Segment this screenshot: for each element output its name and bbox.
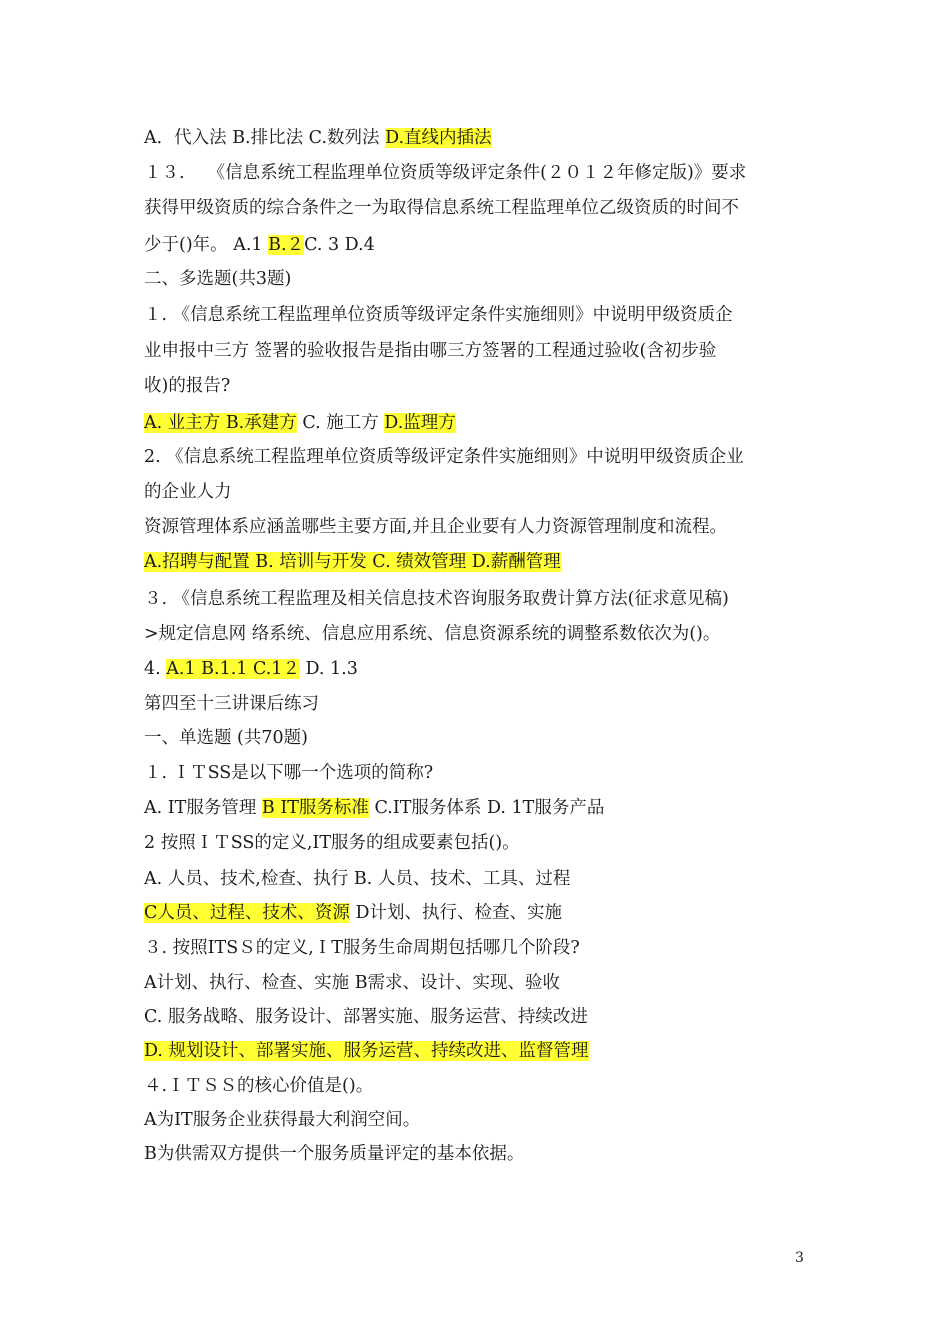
text-line [144,1141,824,1167]
text-line [144,691,824,717]
line-text: 业申报中三方 签署的验收报告是指由哪三方签署的工程通过验收(含初步验 [144,341,717,361]
line-text: A．代入法 B.排比法 C.数列法 [144,128,386,148]
text-line [144,830,824,856]
text-line [144,1073,824,1099]
line-text: 资源管理体系应涵盖哪些主要方面,并且企业要有人力资源管理制度和流程。 [144,517,728,537]
page-number: 3 [795,1250,804,1266]
text-line [144,866,824,892]
line-text: 一、单选题 (共70题) [144,728,308,748]
highlighted-answer: D.监理方 [384,413,456,433]
line-text: 收)的报告? [144,376,231,396]
line-text: A计划、执行、检查、实施 B需求、设计、实现、验收 [144,973,561,993]
text-line [144,1107,824,1133]
line-text: 2 按照ＩＴSS的定义,IT服务的组成要素包括()。 [144,833,520,853]
line-text: 少于()年。 A.1 [144,235,269,255]
text-line [144,125,824,151]
line-text: 2. 《信息系统工程监理单位资质等级评定条件实施细则》中说明甲级资质企业 [144,447,744,467]
text-line [144,232,824,258]
text-line [144,479,824,505]
text-line [144,444,824,470]
text-line [144,725,824,751]
text-line [144,935,824,961]
text-line [144,1038,824,1064]
line-text: １. ＩＴSS是以下哪一个选项的简称? [144,763,434,783]
line-text: C. 服务战略、服务设计、部署实施、服务运营、持续改进 [144,1007,588,1027]
line-text: １. 《信息系统工程监理单位资质等级评定条件实施细则》中说明甲级资质企 [144,305,733,325]
highlighted-answer: B IT服务标准 [261,798,369,818]
line-text: 二、多选题(共3题) [144,269,292,289]
line-text: A. 人员、技术,检查、执行 B. 人员、技术、工具、过程 [144,869,571,889]
text-line [144,266,824,292]
text-line [144,338,824,364]
line-text: >规定信息网 络系统、信息应用系统、信息资源系统的调整系数依次为()。 [144,624,721,644]
line-text: C. 3 D.4 [304,235,375,255]
text-line [144,549,824,575]
text-line [144,1004,824,1030]
line-text: C.IT服务体系 D. 1T服务产品 [368,798,605,818]
highlighted-answer: A.招聘与配置 B. 培训与开发 C. 绩效管理 D.薪酬管理 [144,552,561,572]
line-text: 4. [144,659,167,679]
line-text: C. 施工方 [296,413,385,433]
text-line [144,195,824,221]
text-line [144,760,824,786]
highlighted-answer: A. 业主方 B.承建方 [144,413,297,433]
line-text: D计划、执行、检查、实施 [349,903,562,923]
line-text: ３. 按照ITSＳ的定义,ＩT服务生命周期包括哪几个阶段? [144,938,580,958]
highlighted-answer: D.直线内插法 [385,128,492,148]
text-line [144,970,824,996]
text-line [144,795,824,821]
text-line [144,160,824,186]
text-line [144,410,824,436]
text-line [144,900,824,926]
text-line [144,373,824,399]
line-text: A为IT服务企业获得最大利润空间。 [144,1110,421,1130]
line-text: 获得甲级资质的综合条件之一为取得信息系统工程监理单位乙级资质的时间不 [144,198,739,218]
highlighted-answer: A.1 B.1.1 C.1２ [166,659,300,679]
highlighted-answer: C人员、过程、技术、资源 [144,903,350,923]
highlighted-answer: B.２ [268,235,305,255]
highlighted-answer: D. 规划设计、部署实施、服务运营、持续改进、监督管理 [144,1041,589,1061]
line-text: １３. 《信息系统工程监理单位资质等级评定条件(２０１２年修定版)》要求 [144,163,747,183]
line-text: D. 1.3 [299,659,358,679]
text-line [144,586,824,612]
line-text: 的企业人力 [144,482,232,502]
text-line [144,514,824,540]
line-text: A. IT服务管理 [144,798,262,818]
line-text: ３. 《信息系统工程监理及相关信息技术咨询服务取费计算方法(征求意见稿) [144,589,729,609]
text-line [144,621,824,647]
line-text: ４.ＩＴＳＳ的核心价值是()。 [144,1076,374,1096]
line-text: B为供需双方提供一个服务质量评定的基本依据。 [144,1144,525,1164]
text-line [144,302,824,328]
text-line [144,656,824,682]
line-text: 第四至十三讲课后练习 [144,694,319,714]
